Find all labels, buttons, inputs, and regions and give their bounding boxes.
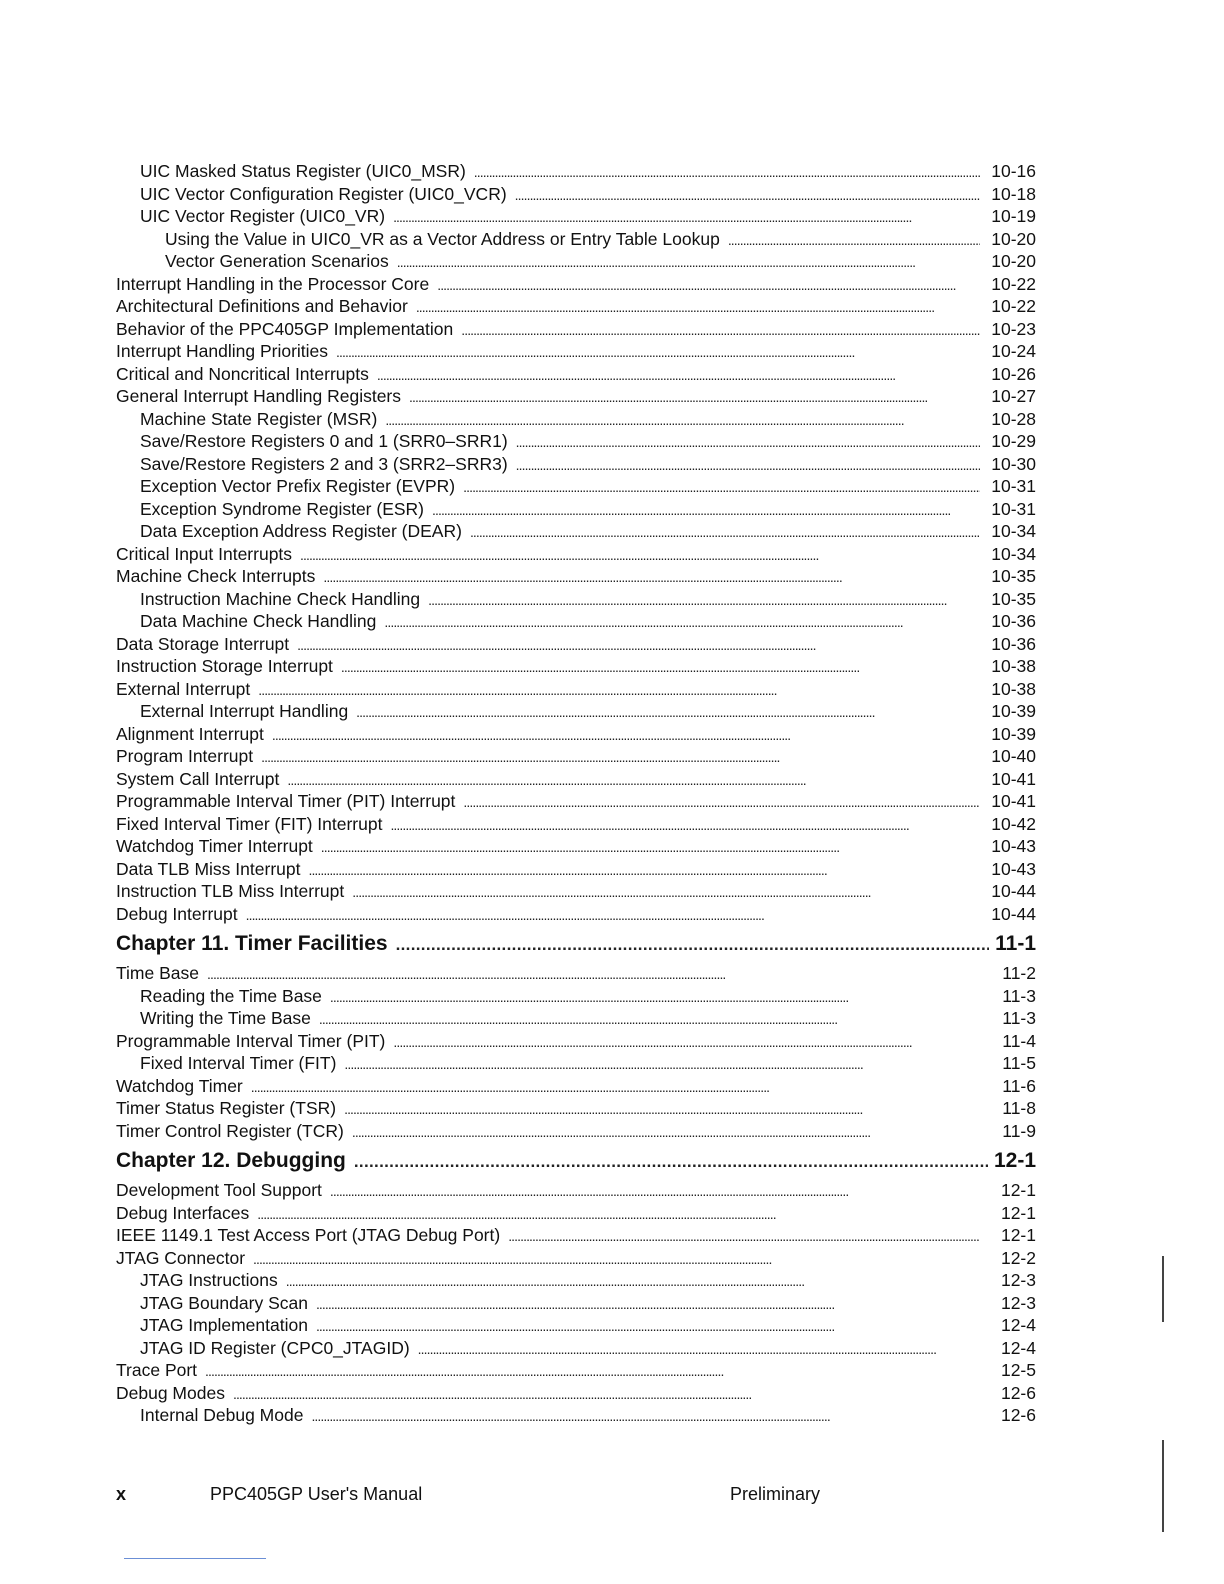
toc-entry-title: General Interrupt Handling Registers <box>116 386 402 406</box>
toc-entry-page: 10-19 <box>991 206 1036 226</box>
dot-leader <box>461 318 980 342</box>
toc-entry[interactable] <box>116 475 1036 498</box>
toc-entry[interactable] <box>116 962 1036 985</box>
toc-entry-title: IEEE 1149.1 Test Access Port (JTAG Debug Port) <box>116 1225 501 1245</box>
toc-entry[interactable] <box>116 610 1036 633</box>
toc-entry-page: 10-35 <box>991 588 1036 609</box>
dot-leader <box>508 1224 980 1248</box>
dot-leader <box>515 183 980 207</box>
toc-entry-title: Timer Status Register (TSR) <box>116 1098 337 1118</box>
toc-entry[interactable] <box>116 1269 1036 1292</box>
toc-entry[interactable] <box>116 813 1036 836</box>
toc-entry-page: 10-31 <box>991 498 1036 519</box>
toc-entry[interactable] <box>116 633 1036 656</box>
toc-entry-title: Interrupt Handling Priorities <box>116 341 329 361</box>
toc-entry[interactable] <box>116 835 1036 858</box>
toc-entry-page: 10-41 <box>991 791 1036 811</box>
toc-entry[interactable] <box>116 408 1036 431</box>
toc-entry-title: Internal Debug Mode <box>140 1405 304 1425</box>
toc-entry[interactable] <box>116 858 1036 881</box>
toc-entry-title: Save/Restore Registers 0 and 1 (SRR0–SRR1) <box>140 431 508 451</box>
toc-entry[interactable] <box>116 678 1036 701</box>
toc-entry-title: Programmable Interval Timer (PIT) <box>116 1030 386 1051</box>
dot-leader <box>233 1382 980 1406</box>
toc-entry-page: 10-28 <box>991 408 1036 429</box>
toc-entry-page: 10-30 <box>991 453 1036 474</box>
dot-leader <box>397 250 980 274</box>
dot-leader <box>385 408 980 432</box>
toc-entry-title: Chapter 11. Timer Facilities <box>116 932 388 955</box>
toc-entry[interactable] <box>116 385 1036 408</box>
toc-entry[interactable] <box>116 543 1036 566</box>
toc-entry[interactable] <box>116 1097 1036 1120</box>
toc-entry[interactable] <box>116 1382 1036 1405</box>
toc-entry-title: Using the Value in UIC0_VR as a Vector Address or Entry Table Lookup <box>165 228 720 249</box>
toc-entry-page: 10-26 <box>991 363 1036 384</box>
toc-entry[interactable] <box>116 318 1036 341</box>
toc-entry-title: Behavior of the PPC405GP Implementation <box>116 318 454 339</box>
toc-chapter-entry[interactable] <box>116 1144 1036 1177</box>
toc-entry-title: Timer Control Register (TCR) <box>116 1120 344 1141</box>
table-of-contents <box>116 160 1036 1427</box>
toc-entry-title: UIC Masked Status Register (UIC0_MSR) <box>140 161 466 181</box>
toc-entry-page: 10-36 <box>991 633 1036 654</box>
toc-entry-title: Program Interrupt <box>116 746 254 766</box>
toc-entry-title: Critical and Noncritical Interrupts <box>116 363 369 384</box>
dot-leader <box>316 1314 980 1338</box>
dot-leader <box>352 1120 980 1144</box>
toc-entry[interactable] <box>116 745 1036 768</box>
toc-entry-page: 11-3 <box>1002 985 1036 1006</box>
toc-entry-title: Critical Input Interrupts <box>116 543 293 564</box>
toc-entry-title: Data Machine Check Handling <box>140 611 377 631</box>
toc-entry-title: UIC Vector Register (UIC0_VR) <box>140 206 386 226</box>
dot-leader <box>474 160 980 184</box>
dot-leader <box>287 768 980 792</box>
toc-entry-page: 12-4 <box>1000 1337 1036 1358</box>
toc-entry[interactable] <box>116 1314 1036 1337</box>
dot-leader <box>308 858 980 882</box>
dot-leader <box>330 985 980 1009</box>
dot-leader <box>257 1202 980 1226</box>
toc-entry-page: 10-35 <box>991 566 1036 586</box>
toc-entry-page: 10-34 <box>991 543 1036 564</box>
dot-leader <box>323 565 980 589</box>
toc-entry-title: Instruction Machine Check Handling <box>140 588 421 609</box>
toc-entry[interactable] <box>116 295 1036 318</box>
toc-entry-title: Alignment Interrupt <box>116 723 264 744</box>
dot-leader <box>330 1179 980 1203</box>
dot-leader <box>352 880 980 904</box>
toc-entry-title: Development Tool Support <box>116 1180 322 1200</box>
toc-entry-page: 10-34 <box>991 521 1036 541</box>
toc-entry-title: Trace Port <box>116 1360 198 1380</box>
toc-entry-title: Data Storage Interrupt <box>116 633 290 654</box>
toc-entry-title: Writing the Time Base <box>140 1008 311 1028</box>
dot-leader <box>437 273 980 297</box>
toc-chapter-entry[interactable] <box>116 927 1036 960</box>
toc-entry[interactable] <box>116 790 1036 813</box>
toc-entry-page: 10-44 <box>991 881 1036 901</box>
toc-entry[interactable] <box>116 1404 1036 1427</box>
toc-entry-page: 11-1 <box>995 932 1036 955</box>
toc-entry[interactable] <box>116 1359 1036 1382</box>
toc-entry[interactable] <box>116 228 1036 251</box>
toc-entry-page: 10-38 <box>991 678 1036 699</box>
toc-entry[interactable] <box>116 1179 1036 1202</box>
dot-leader <box>418 1337 980 1361</box>
toc-entry[interactable] <box>116 655 1036 678</box>
dot-leader <box>251 1075 980 1099</box>
toc-entry[interactable] <box>116 1075 1036 1098</box>
dot-leader <box>319 1007 980 1031</box>
toc-entry-page: 10-20 <box>991 228 1036 249</box>
dot-leader <box>297 633 980 657</box>
dot-leader <box>321 835 980 859</box>
toc-entry-page: 12-3 <box>1000 1270 1036 1290</box>
toc-entry-title: Machine Check Interrupts <box>116 566 316 586</box>
toc-entry-title: Save/Restore Registers 2 and 3 (SRR2–SRR3) <box>140 453 508 474</box>
dot-leader <box>344 1097 980 1121</box>
toc-entry[interactable] <box>116 205 1036 228</box>
toc-entry-page: 10-39 <box>991 723 1036 744</box>
toc-entry-page: 10-43 <box>991 836 1036 856</box>
toc-entry-title: Debug Interrupt <box>116 903 238 924</box>
toc-entry[interactable] <box>116 700 1036 723</box>
toc-entry-title: Data Exception Address Register (DEAR) <box>140 521 462 541</box>
toc-entry-page: 12-6 <box>1000 1382 1036 1403</box>
dot-leader <box>428 588 980 612</box>
toc-entry-title: Time Base <box>116 963 199 983</box>
dot-leader <box>336 340 980 364</box>
dot-leader <box>341 655 980 679</box>
dot-leader <box>300 543 980 567</box>
toc-entry-title: Data TLB Miss Interrupt <box>116 858 301 879</box>
toc-entry-page: 11-8 <box>1002 1098 1036 1118</box>
toc-entry-title: Instruction TLB Miss Interrupt <box>116 881 345 901</box>
dot-leader <box>286 1269 980 1293</box>
toc-entry-page: 10-27 <box>991 386 1036 406</box>
toc-entry-title: JTAG Instructions <box>140 1270 278 1290</box>
toc-entry-title: JTAG Boundary Scan <box>140 1292 308 1313</box>
toc-entry[interactable] <box>116 723 1036 746</box>
toc-entry-page: 10-22 <box>991 296 1036 316</box>
dot-leader <box>516 453 980 477</box>
toc-entry[interactable] <box>116 1292 1036 1315</box>
toc-entry-title: System Call Interrupt <box>116 768 280 789</box>
toc-entry-page: 10-24 <box>991 341 1036 361</box>
dot-leader <box>207 962 980 986</box>
toc-entry-page: 10-44 <box>991 903 1036 924</box>
toc-entry-page: 12-1 <box>1000 1202 1036 1223</box>
toc-entry-title: Machine State Register (MSR) <box>140 408 378 429</box>
dot-leader <box>356 700 980 724</box>
toc-entry[interactable] <box>116 340 1036 363</box>
scan-mark <box>1162 1440 1164 1532</box>
toc-entry-page: 11-4 <box>1002 1030 1036 1051</box>
toc-entry-page: 12-5 <box>1000 1360 1036 1380</box>
dot-leader <box>316 1292 980 1316</box>
toc-entry-title: UIC Vector Configuration Register (UIC0_VCR) <box>140 183 507 204</box>
toc-entry-page: 10-36 <box>991 611 1036 631</box>
toc-entry[interactable] <box>116 520 1036 543</box>
toc-entry-title: Chapter 12. Debugging <box>116 1149 346 1172</box>
dot-leader <box>409 385 980 409</box>
toc-entry-page: 12-4 <box>1000 1315 1036 1335</box>
toc-entry[interactable] <box>116 1007 1036 1030</box>
toc-entry[interactable] <box>116 250 1036 273</box>
toc-entry-page: 10-42 <box>991 813 1036 834</box>
toc-entry-page: 10-38 <box>991 656 1036 676</box>
scan-mark <box>124 1558 266 1559</box>
toc-entry[interactable] <box>116 1224 1036 1247</box>
toc-entry[interactable] <box>116 1120 1036 1143</box>
page-number: x <box>116 1484 127 1504</box>
toc-entry-page: 10-41 <box>991 768 1036 789</box>
toc-entry-page: 10-23 <box>991 318 1036 339</box>
toc-entry[interactable] <box>116 565 1036 588</box>
toc-entry-page: 11-6 <box>1002 1075 1036 1096</box>
toc-entry-title: Debug Interfaces <box>116 1202 250 1223</box>
toc-entry-page: 10-18 <box>991 183 1036 204</box>
toc-entry-title: Instruction Storage Interrupt <box>116 656 333 676</box>
toc-entry-page: 10-29 <box>991 431 1036 451</box>
dot-leader <box>396 927 990 961</box>
toc-entry[interactable] <box>116 160 1036 183</box>
toc-entry-page: 10-20 <box>991 251 1036 271</box>
dot-leader <box>516 430 980 454</box>
toc-entry[interactable] <box>116 430 1036 453</box>
dot-leader <box>272 723 980 747</box>
document-status: Preliminary <box>730 1484 821 1504</box>
toc-entry-page: 12-1 <box>1000 1225 1036 1245</box>
toc-entry[interactable] <box>116 498 1036 521</box>
toc-entry-title: JTAG Connector <box>116 1247 246 1268</box>
toc-entry-title: JTAG ID Register (CPC0_JTAGID) <box>140 1337 410 1358</box>
toc-entry-title: External Interrupt <box>116 678 251 699</box>
toc-entry[interactable] <box>116 985 1036 1008</box>
toc-entry-page: 12-6 <box>1000 1405 1036 1425</box>
toc-entry-page: 12-1 <box>1000 1180 1036 1200</box>
dot-leader <box>432 498 980 522</box>
dot-leader <box>354 1144 988 1178</box>
page-footer <box>116 1484 1116 1508</box>
toc-entry[interactable] <box>116 273 1036 296</box>
toc-entry-title: Fixed Interval Timer (FIT) <box>140 1053 337 1073</box>
toc-entry-page: 11-9 <box>1002 1120 1036 1141</box>
dot-leader <box>463 475 980 499</box>
toc-entry[interactable] <box>116 903 1036 926</box>
toc-entry-title: Debug Modes <box>116 1382 225 1403</box>
toc-entry-title: Watchdog Timer Interrupt <box>116 836 313 856</box>
toc-entry-title: Exception Syndrome Register (ESR) <box>140 498 424 519</box>
toc-entry[interactable] <box>116 768 1036 791</box>
toc-entry[interactable] <box>116 1202 1036 1225</box>
manual-title: PPC405GP User's Manual <box>210 1484 423 1504</box>
toc-entry-title: Programmable Interval Timer (PIT) Interrupt <box>116 791 456 811</box>
toc-entry-page: 11-3 <box>1002 1008 1036 1028</box>
toc-entry-title: JTAG Implementation <box>140 1315 308 1335</box>
dot-leader <box>253 1247 980 1271</box>
toc-entry-page: 10-40 <box>991 746 1036 766</box>
toc-entry[interactable] <box>116 453 1036 476</box>
dot-leader <box>246 903 980 927</box>
dot-leader <box>258 678 980 702</box>
toc-entry-title: Vector Generation Scenarios <box>165 251 389 271</box>
toc-entry-page: 10-43 <box>991 858 1036 879</box>
dot-leader <box>384 610 980 634</box>
dot-leader <box>311 1404 980 1428</box>
toc-entry-page: 10-16 <box>991 161 1036 181</box>
toc-entry[interactable] <box>116 1030 1036 1053</box>
toc-entry-page: 10-39 <box>991 701 1036 721</box>
dot-leader <box>393 205 980 229</box>
dot-leader <box>463 790 980 814</box>
dot-leader <box>470 520 980 544</box>
dot-leader <box>377 363 980 387</box>
toc-entry-page: 12-2 <box>1000 1247 1036 1268</box>
toc-entry-page: 11-5 <box>1002 1053 1036 1073</box>
toc-entry-title: Interrupt Handling in the Processor Core <box>116 273 430 294</box>
toc-entry-page: 10-31 <box>991 476 1036 496</box>
toc-entry-page: 12-3 <box>1000 1292 1036 1313</box>
dot-leader <box>390 813 980 837</box>
toc-entry-title: Exception Vector Prefix Register (EVPR) <box>140 476 456 496</box>
toc-entry-page: 10-22 <box>991 273 1036 294</box>
dot-leader <box>261 745 980 769</box>
toc-entry-page: 12-1 <box>993 1149 1036 1172</box>
toc-entry[interactable] <box>116 1247 1036 1270</box>
toc-entry[interactable] <box>116 363 1036 386</box>
dot-leader <box>416 295 980 319</box>
dot-leader <box>728 228 980 252</box>
toc-entry-title: Watchdog Timer <box>116 1075 243 1096</box>
dot-leader <box>344 1052 980 1076</box>
scan-mark <box>1162 1256 1164 1322</box>
toc-entry[interactable] <box>116 183 1036 206</box>
toc-entry[interactable] <box>116 880 1036 903</box>
toc-entry-title: External Interrupt Handling <box>140 701 349 721</box>
toc-entry-title: Reading the Time Base <box>140 985 322 1006</box>
toc-entry-page: 11-2 <box>1002 963 1036 983</box>
toc-entry[interactable] <box>116 1337 1036 1360</box>
toc-entry[interactable] <box>116 1052 1036 1075</box>
dot-leader <box>205 1359 980 1383</box>
toc-entry[interactable] <box>116 588 1036 611</box>
dot-leader <box>393 1030 980 1054</box>
toc-entry-title: Fixed Interval Timer (FIT) Interrupt <box>116 813 383 834</box>
toc-entry-title: Architectural Definitions and Behavior <box>116 296 408 316</box>
